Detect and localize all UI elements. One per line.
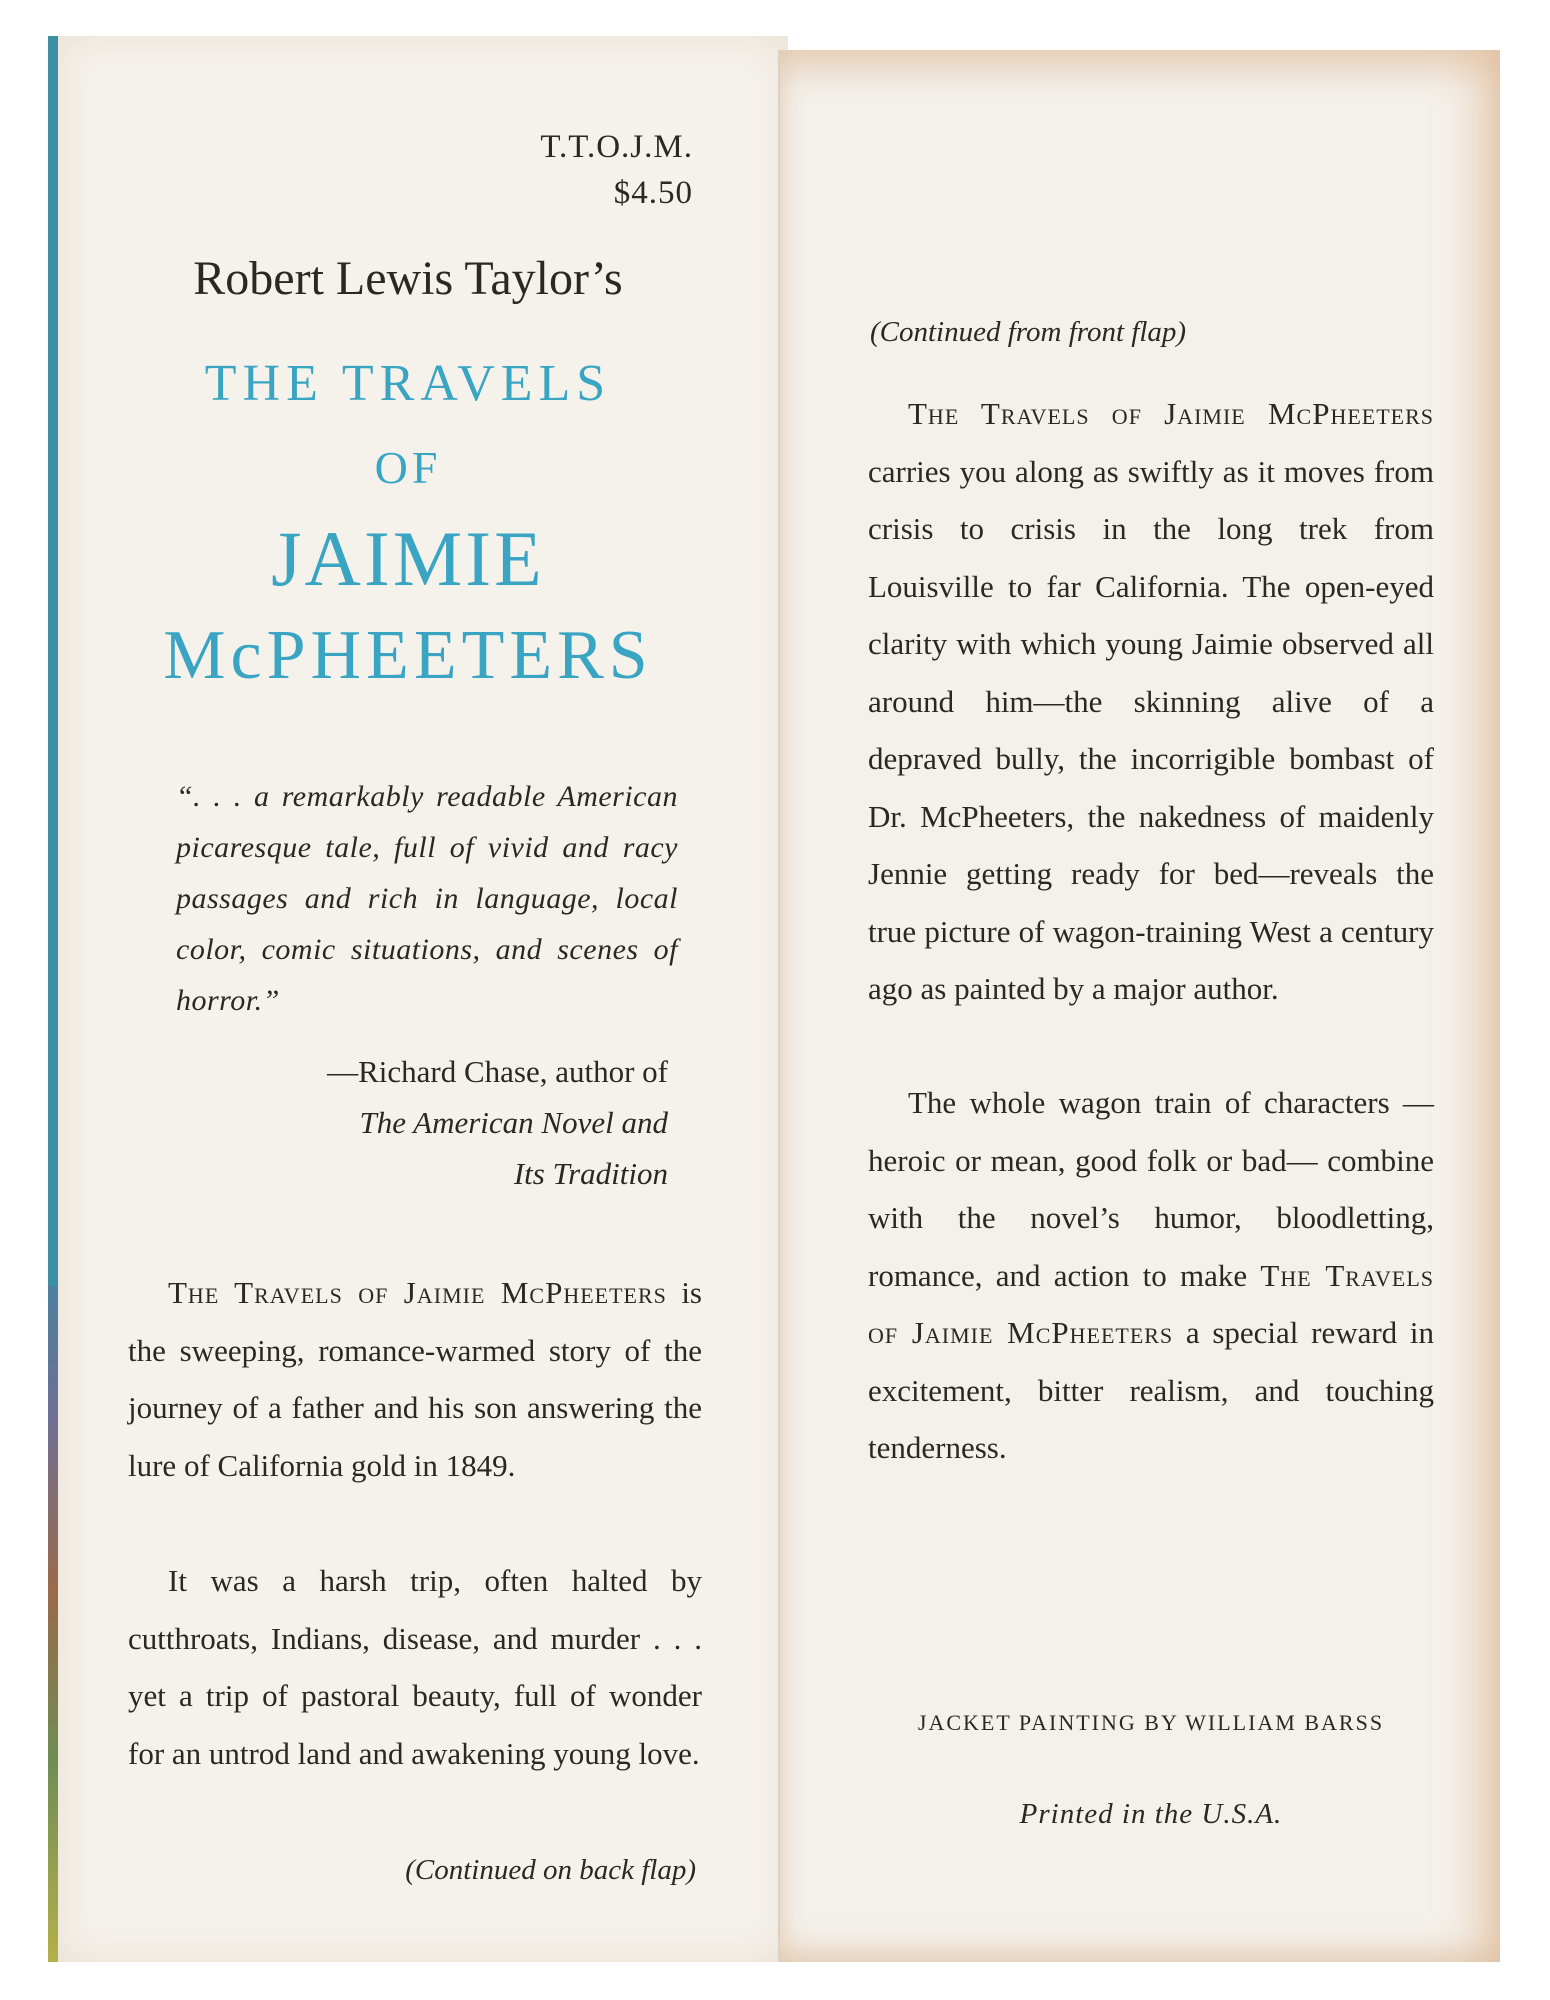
front-paragraph-2 bbox=[128, 1552, 702, 1782]
book-price: $4.50 bbox=[613, 175, 693, 211]
back-para2-start: The whole wagon train of characters —heroic or mean, good folk or bad— combine with the novel’s humor, bloodletting, romance, and action to make bbox=[868, 1085, 1434, 1293]
front-para2-text: It was a harsh trip, often halted by cutthroats, Indians, disease, and murder . . . yet a trip of pastoral beauty, full of wonder for an untrod land and awakening young love. bbox=[128, 1563, 702, 1771]
back-para1-text: carries you along as swiftly as it moves from crisis to crisis in the long trek from Louisville to far California. The open-eyed clarity with which young Jaimie observed all around him—the skinning alive of a depraved bully, the incorrigible bombast of Dr. McPheeters, the nakedness of maidenly Jennie getting ready for bed—reveals the true picture of wagon-training West a century ago as painted by a major author. bbox=[868, 453, 1434, 1006]
attribution-work-2: Its Tradition bbox=[513, 1156, 668, 1191]
front-paragraph-1 bbox=[128, 1264, 702, 1494]
back-flap bbox=[778, 50, 1500, 1962]
attribution-name: —Richard Chase, author of bbox=[327, 1054, 668, 1089]
printed-in: Printed in the U.S.A. bbox=[1019, 1798, 1283, 1830]
quote-attribution bbox=[148, 1046, 668, 1199]
title-line-2: OF bbox=[374, 442, 442, 493]
front-para1-text: is the sweeping, romance-warmed story of the journey of a father and his son answering the lure of California gold in 1849. bbox=[128, 1275, 702, 1483]
continued-on-back: (Continued on back flap) bbox=[405, 1854, 696, 1886]
price-block bbox=[540, 124, 693, 216]
attribution-work-1: The American Novel and bbox=[359, 1105, 668, 1140]
back-paragraph-1 bbox=[868, 385, 1434, 1018]
front-para1-title: The Travels of Jaimie McPheeters bbox=[168, 1275, 667, 1310]
continued-from-front: (Continued from front flap) bbox=[870, 316, 1187, 348]
title-line-1: THE TRAVELS bbox=[204, 355, 612, 412]
back-para1-title: The Travels of Jaimie McPheeters bbox=[908, 396, 1434, 431]
back-para2-end: a special reward in excitement, bitter realism, and touching tenderness. bbox=[868, 1315, 1434, 1465]
jacket-credit: JACKET PAINTING BY WILLIAM BARSS bbox=[917, 1710, 1385, 1735]
spine-edge-artwork bbox=[48, 1286, 58, 1962]
title-line-4: McPHEETERS bbox=[163, 617, 653, 694]
back-paragraph-2 bbox=[868, 1074, 1434, 1477]
back-para2-title: The Travels of Jaimie McPheeters bbox=[868, 1257, 1434, 1350]
author-line: Robert Lewis Taylor’s bbox=[193, 252, 623, 305]
title-line-3: JAIMIE bbox=[271, 515, 545, 602]
review-quote: “. . . a remarkably readable American picaresque tale, full of vivid and racy passages and rich in language, local color, comic situations, and scenes of horror.” bbox=[176, 780, 678, 1017]
front-flap bbox=[48, 36, 788, 1962]
book-code: T.T.O.J.M. bbox=[540, 129, 693, 165]
